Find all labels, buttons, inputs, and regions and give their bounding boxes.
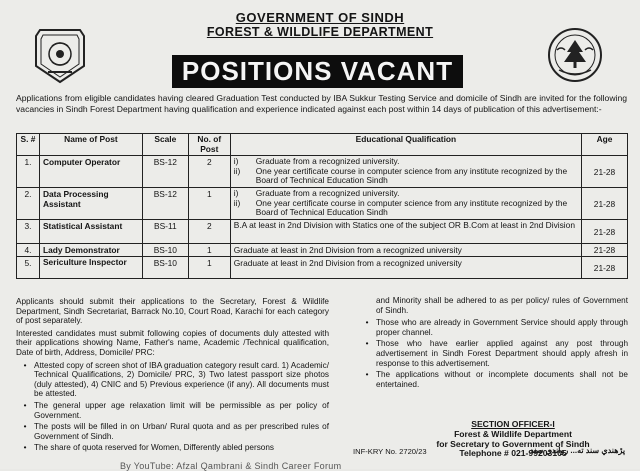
- list-item-text: Those who are already in Government Service should apply through proper channel.: [376, 318, 628, 337]
- header-age: Age: [582, 134, 628, 156]
- row-qualification: Graduate at least in 2nd Division from a recognized university: [230, 244, 581, 257]
- documents-paragraph: Interested candidates must submit following copies of documents duly attested with their applications showing Name, Father's name, Academic /Technical qualification, Date of birth, Address, Domicile/ PRC:: [16, 328, 329, 357]
- qual-text: Graduate from a recognized university.: [255, 188, 400, 198]
- header-qualification: Educational Qualification: [230, 134, 581, 156]
- row-scale: BS-10: [142, 257, 188, 279]
- row-post-name: Statistical Assistant: [39, 220, 142, 244]
- qual-number: ii): [233, 197, 241, 208]
- instructions-left-column: [16, 297, 329, 455]
- qual-text: One year certificate course in computer science from any institute recognized by the Board of Technical Education Sindh: [255, 165, 568, 185]
- qual-number: i): [233, 156, 239, 166]
- row-sno: 3.: [17, 220, 40, 244]
- row-post-name: Data Processing Assistant: [39, 188, 142, 220]
- table-row: [17, 188, 628, 220]
- list-item: • The applications without or incomplete documents shall not be entertained.: [365, 370, 628, 389]
- instructions-right-column: [358, 296, 628, 391]
- positions-vacant-banner: POSITIONS VACANT: [172, 55, 463, 88]
- list-item-text: The posts will be filled in on Urban/ Rural quota and as per prescribed rules of Government of Sindh.: [34, 422, 329, 441]
- row-qualification: B.A at least in 2nd Division with Statics one of the subject OR B.Com at least in 2nd Division: [230, 220, 581, 244]
- signature-department: Forest & Wildlife Department: [454, 428, 572, 439]
- list-item: • Those who are already in Government Service should apply through proper channel.: [365, 318, 628, 337]
- row-age: 21-28: [582, 244, 628, 257]
- list-item: • The general upper age relaxation limit will be permissible as per policy of Government.: [23, 400, 329, 420]
- header-scale: Scale: [142, 134, 188, 156]
- header-sno: S. #: [17, 134, 40, 156]
- row-posts: 1: [188, 257, 230, 279]
- row-scale: BS-11: [142, 220, 188, 244]
- table-row: [17, 220, 628, 244]
- qual-number: i): [233, 188, 239, 198]
- list-item-text: Attested copy of screen shot of IBA graduation category result card. 1) Academic/ Technical Qualifications, 2) Domicile/ PRC, 3) Two latest passport size photos (duly attested), 4) CNIC and 5) Previous experience (if any). All documents must be attested.: [34, 360, 329, 399]
- table-row: [17, 244, 628, 257]
- table-row: [17, 257, 628, 279]
- list-item-text: Those who have earlier applied against any post through advertisement in Sindh Forest Department should apply afresh in response to this advertisement.: [376, 339, 628, 368]
- row-posts: 1: [188, 244, 230, 257]
- signature-secretary: for Secretary to Government of Sindh: [436, 438, 590, 449]
- signature-telephone: Telephone # 021-99203105: [459, 448, 567, 459]
- row-sno: 2.: [17, 188, 40, 220]
- row-posts: 2: [188, 156, 230, 188]
- inf-number: INF-KRY No. 2720/23: [353, 447, 427, 456]
- row-post-name: Computer Operator: [39, 156, 142, 188]
- list-item: • Attested copy of screen shot of IBA graduation category result card. 1) Academic/ Technical Qualifications, 2) Domicile/ PRC, 3) Two latest passport size photos (duly attested), 4) CNIC and 5) Previous experience (if any). All documents must be attested.: [23, 360, 329, 399]
- signature-title: SECTION OFFICER-I: [471, 419, 555, 429]
- row-sno: 5.: [17, 257, 40, 279]
- row-posts: 1: [188, 188, 230, 220]
- quota-continuation: and Minority shall be adhered to as per policy/ rules of Government of Sindh.: [376, 296, 628, 315]
- table-row: [17, 156, 628, 188]
- vacancies-table: [16, 133, 628, 279]
- qual-text: Graduate from a recognized university.: [255, 156, 400, 166]
- row-qualification: [230, 156, 581, 188]
- list-item: • The posts will be filled in on Urban/ Rural quota and as per prescribed rules of Government of Sindh.: [23, 422, 329, 441]
- list-item-text: The share of quota reserved for Women, Differently abled persons: [34, 443, 274, 453]
- row-age: 21-28: [582, 188, 628, 220]
- list-item: • The share of quota reserved for Women, Differently abled persons: [16, 443, 329, 453]
- header-no-of-post: No. of Post: [188, 134, 230, 156]
- intro-paragraph: Applications from eligible candidates having cleared Graduation Test conducted by IBA Sukkur Testing Service and domicile of Sindh are invited for the following vacancies in Sindh Forest Department having qualification and experience indicated against each post within 14 days of publication of this advertisement:-: [16, 93, 627, 114]
- row-scale: BS-10: [142, 244, 188, 257]
- table-header-row: [17, 134, 628, 156]
- row-sno: 4.: [17, 244, 40, 257]
- submission-paragraph: Applicants should submit their applications to the Secretary, Forest & Wildlife Department, Sindh Secretariat, Barrack No.10, Court Road, Karachi for each category of post separately.: [16, 297, 329, 326]
- list-item-text: The general upper age relaxation limit will be permissible as per policy of Government.: [34, 400, 329, 420]
- row-posts: 2: [188, 220, 230, 244]
- row-qualification: Graduate at least in 2nd Division from a recognized university: [230, 257, 581, 279]
- row-post-name: Lady Demonstrator: [39, 244, 142, 257]
- row-age: 21-28: [582, 156, 628, 188]
- government-heading: GOVERNMENT OF SINDH: [235, 10, 405, 25]
- row-qualification: [230, 188, 581, 220]
- list-item-text: The applications without or incomplete documents shall not be entertained.: [376, 370, 628, 389]
- row-scale: BS-12: [142, 156, 188, 188]
- row-post-name: Sericulture Inspector: [39, 257, 142, 279]
- qual-text: One year certificate course in computer science from any institute recognized by the Board of Technical Education Sindh: [255, 197, 568, 217]
- header-post-name: Name of Post: [39, 134, 142, 156]
- qual-number: ii): [233, 165, 241, 176]
- watermark-credit: By YouTube: Afzal Qambrani & Sindh Career Forum: [120, 461, 342, 471]
- row-sno: 1.: [17, 156, 40, 188]
- row-age: 21-28: [582, 220, 628, 244]
- list-item: • Those who have earlier applied against any post through advertisement in Sindh Forest Department should apply afresh in response to this advertisement.: [365, 339, 628, 368]
- row-scale: BS-12: [142, 188, 188, 220]
- row-age: 21-28: [582, 257, 628, 279]
- department-heading: FOREST & WILDLIFE DEPARTMENT: [206, 25, 434, 39]
- sindhi-tagline: پڙهندي سند ته... رواندي سند: [530, 446, 626, 455]
